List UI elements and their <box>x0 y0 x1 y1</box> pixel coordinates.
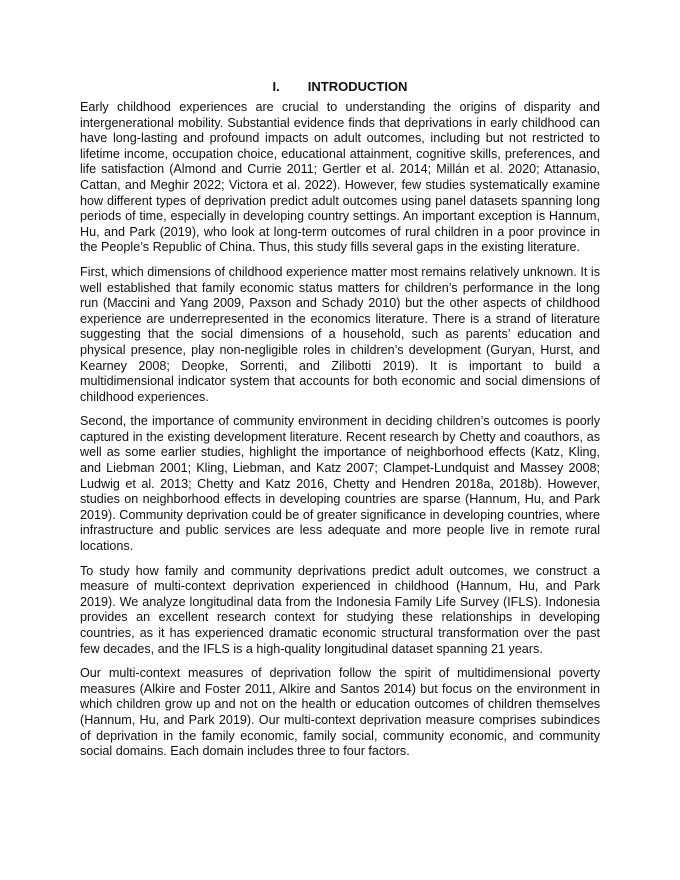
paragraph-5: Our multi-context measures of deprivation follow the spirit of multidimensional poverty measures (Alkire and Foster 2011, Alkire and Santos 2014) but focus on the environment in which children grow up and not on the health or education outcomes of children themselves (Hannum, Hu, and Park 2019). Our multi-context deprivation measure comprises subindices of deprivation in the family economic, family social, community economic, and community social domains. Each domain includes three to four factors. <box>80 666 600 759</box>
paragraph-3: Second, the importance of community environment in deciding children’s outcomes is poorly captured in the existing development literature. Recent research by Chetty and coauthors, as well as some earlier studies, highlight the importance of neighborhood effects (Katz, Kling, and Liebman 2001; Kling, Liebman, and Katz 2007; Clampet-Lundquist and Massey 2008; Ludwig et al. 2013; Chetty and Katz 2016, Chetty and Hendren 2018a, 2018b). However, studies on neighborhood effects in developing countries are sparse (Hannum, Hu, and Park 2019). Community deprivation could be of greater significance in developing countries, where infrastructure and public services are less adequate and more people live in remote rural locations. <box>80 414 600 554</box>
section-title: INTRODUCTION <box>307 79 408 94</box>
paragraph-1: Early childhood experiences are crucial to understanding the origins of disparity and intergenerational mobility. Substantial evidence finds that deprivations in early childhood can have long-lasting and profound impacts on adult outcomes, including but not restricted to lifetime income, occupation choice, educational attainment, cognitive skills, preferences, and life satisfaction (Almond and Currie 2011; Gertler et al. 2014; Millán et al. 2020; Attanasio, Cattan, and Meghir 2022; Victora et al. 2022). However, few studies systematically examine how different types of deprivation predict adult outcomes using panel datasets spanning long periods of time, especially in developing country settings. An important exception is Hannum, Hu, and Park (2019), who look at long-term outcomes of rural children in a poor province in the People’s Republic of China. Thus, this study fills several gaps in the existing literature. <box>80 100 600 255</box>
paragraph-4: To study how family and community deprivations predict adult outcomes, we construct a measure of multi-context deprivation experienced in childhood (Hannum, Hu, and Park 2019). We analyze longitudinal data from the Indonesia Family Life Survey (IFLS). Indonesia provides an excellent research context for studying these relationships in developing countries, as it has experienced dramatic economic structural transformation over the past few decades, and the IFLS is a high-quality longitudinal dataset spanning 21 years. <box>80 563 600 656</box>
document-page <box>80 78 600 769</box>
section-number: I. <box>272 79 280 94</box>
paragraph-2: First, which dimensions of childhood experience matter most remains relatively unknown. It is well established that family economic status matters for children’s performance in the long run (Maccini and Yang 2009, Paxson and Schady 2010) but the other aspects of childhood experience are underrepresented in the economics literature. There is a strand of literature suggesting that the social dimensions of a household, such as parents’ education and physical presence, play non-negligible roles in children’s development (Guryan, Hurst, and Kearney 2008; Deopke, Sorrenti, and Zilibotti 2019). It is important to build a multidimensional indicator system that accounts for both economic and social dimensions of childhood experiences. <box>80 264 600 404</box>
section-heading <box>80 78 600 96</box>
